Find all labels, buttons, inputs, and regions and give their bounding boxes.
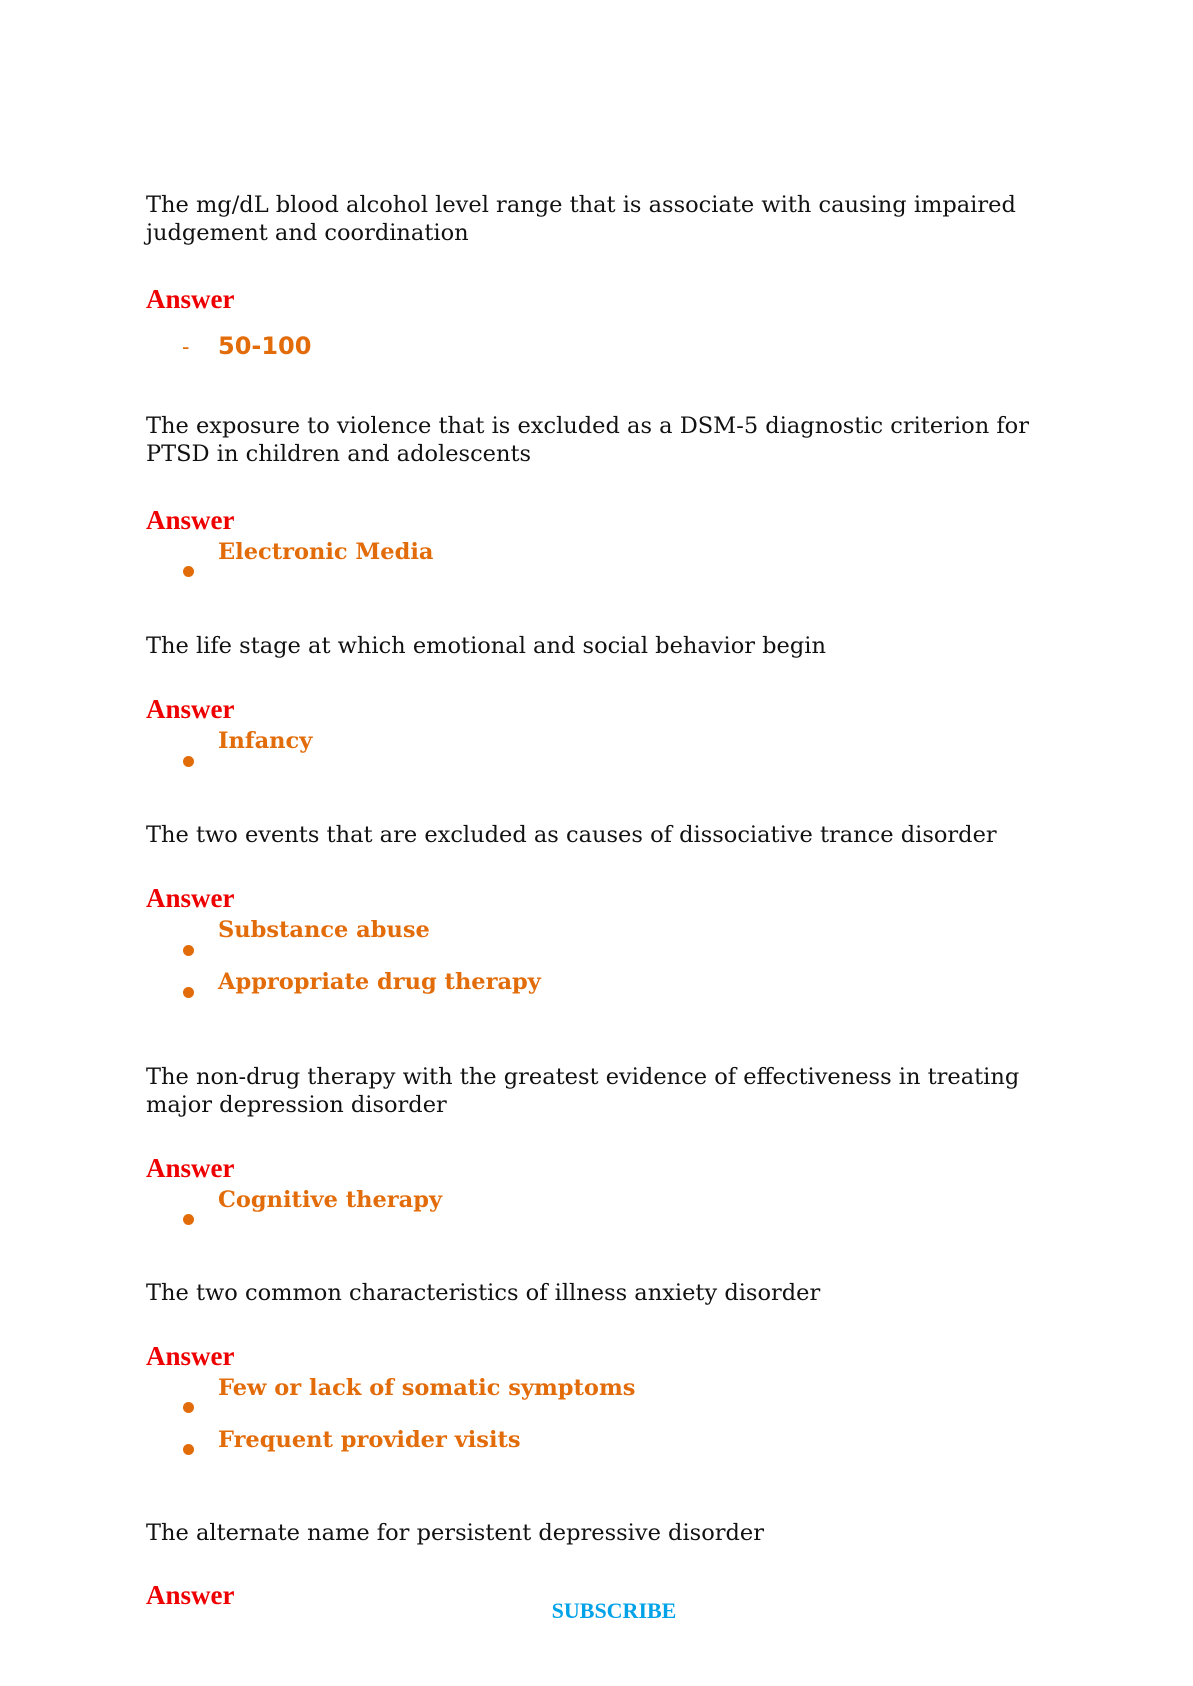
- question-text: The mg/dL blood alcohol level range that is associate with causing impaired judgement and coordination: [146, 192, 1016, 246]
- question-text: The life stage at which emotional and social behavior begin: [146, 633, 826, 659]
- answer-item: Frequent provider visits: [218, 1427, 521, 1453]
- answer-label: Answer: [146, 883, 235, 913]
- subscribe-link[interactable]: SUBSCRIBE: [551, 1598, 677, 1623]
- bullet-icon: [183, 566, 194, 577]
- answer-item: Electronic Media: [218, 539, 434, 565]
- answer-item: Appropriate drug therapy: [218, 969, 541, 995]
- answer-item: 50-100: [218, 332, 312, 360]
- question-text: The non-drug therapy with the greatest evidence of effectiveness in treating major depression disorder: [146, 1064, 1020, 1118]
- dash-marker: -: [182, 335, 190, 360]
- answer-label: Answer: [146, 1153, 235, 1183]
- bullet-icon: [183, 756, 194, 767]
- question-text: The exposure to violence that is excluded as a DSM-5 diagnostic criterion for PTSD in children and adolescents: [146, 413, 1029, 467]
- bullet-icon: [183, 1402, 194, 1413]
- answer-label: Answer: [146, 284, 235, 314]
- answer-item: Cognitive therapy: [218, 1187, 443, 1213]
- answer-label: Answer: [146, 505, 235, 535]
- question-text: The alternate name for persistent depressive disorder: [146, 1520, 764, 1546]
- answer-label: Answer: [146, 1341, 235, 1371]
- answer-item: Substance abuse: [218, 917, 430, 943]
- bullet-icon: [183, 1214, 194, 1225]
- answer-label: Answer: [146, 1580, 235, 1610]
- answer-item: Few or lack of somatic symptoms: [218, 1375, 636, 1401]
- question-text: The two common characteristics of illness anxiety disorder: [146, 1280, 821, 1306]
- bullet-icon: [183, 987, 194, 998]
- answer-item: Infancy: [218, 728, 313, 754]
- question-text: The two events that are excluded as causes of dissociative trance disorder: [146, 822, 997, 848]
- answer-label: Answer: [146, 694, 235, 724]
- bullet-icon: [183, 945, 194, 956]
- bullet-icon: [183, 1444, 194, 1455]
